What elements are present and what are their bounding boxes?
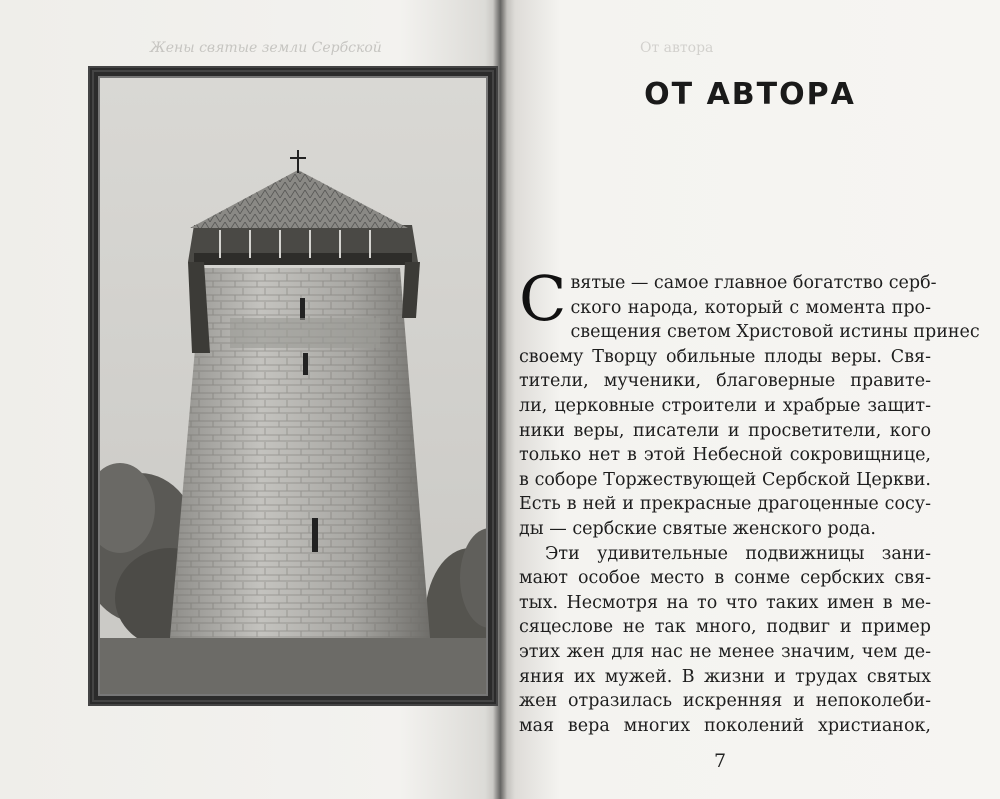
tower-illustration [100,78,488,696]
text-line: мая вера многих поколений христианок, [519,715,931,736]
text-line: этих жен для нас не менее значим, чем де- [519,641,931,662]
text-line: сяцеслове не так много, подвиг и пример [519,617,931,638]
text-line: ды — сербские святые женского рода. [519,518,876,539]
text-line: жен отразилась искренняя и непоколеби- [519,691,931,712]
text-line: в соборе Торжествующей Сербской Церкви. [519,469,931,490]
illustration-frame [88,66,498,706]
paragraph-1 [519,262,980,542]
text-line: тых. Несмотря на то что таких имен в ме- [519,592,931,613]
paragraph-2 [519,542,931,739]
chapter-title: ОТ АВТОРА [644,77,856,112]
text-line: вятые — самое главное богатство серб- [570,273,937,293]
body-text [519,262,980,738]
text-line: только нет в этой Небесной сокровищнице, [519,445,931,466]
text-line: мают особое место в сонме сербских свя- [519,568,931,589]
tower-photo [98,76,488,696]
text-line: ники веры, писатели и просветители, кого [519,420,931,441]
text-line: свещения светом Христовой истины принес [570,322,980,343]
tower-body [170,268,430,638]
text-line: ского народа, который с момента про- [570,297,931,318]
text-line: своему Творцу обильные плоды веры. Свя- [519,346,931,367]
text-line: ли, церковные строители и храбрые защит- [519,395,931,416]
left-running-head: Жены святые земли Сербской [150,40,382,56]
text-line: Есть в ней и прекрасные драгоценные сосу- [519,494,931,515]
text-line: Эти удивительные подвижницы зани- [545,543,931,564]
drop-cap: С [519,262,567,335]
page-number: 7 [714,750,727,772]
text-line: тители, мученики, благоверные правите- [519,371,931,392]
text-line: яния их мужей. В жизни и трудах святых [519,666,931,687]
right-running-head: От автора [640,40,714,56]
